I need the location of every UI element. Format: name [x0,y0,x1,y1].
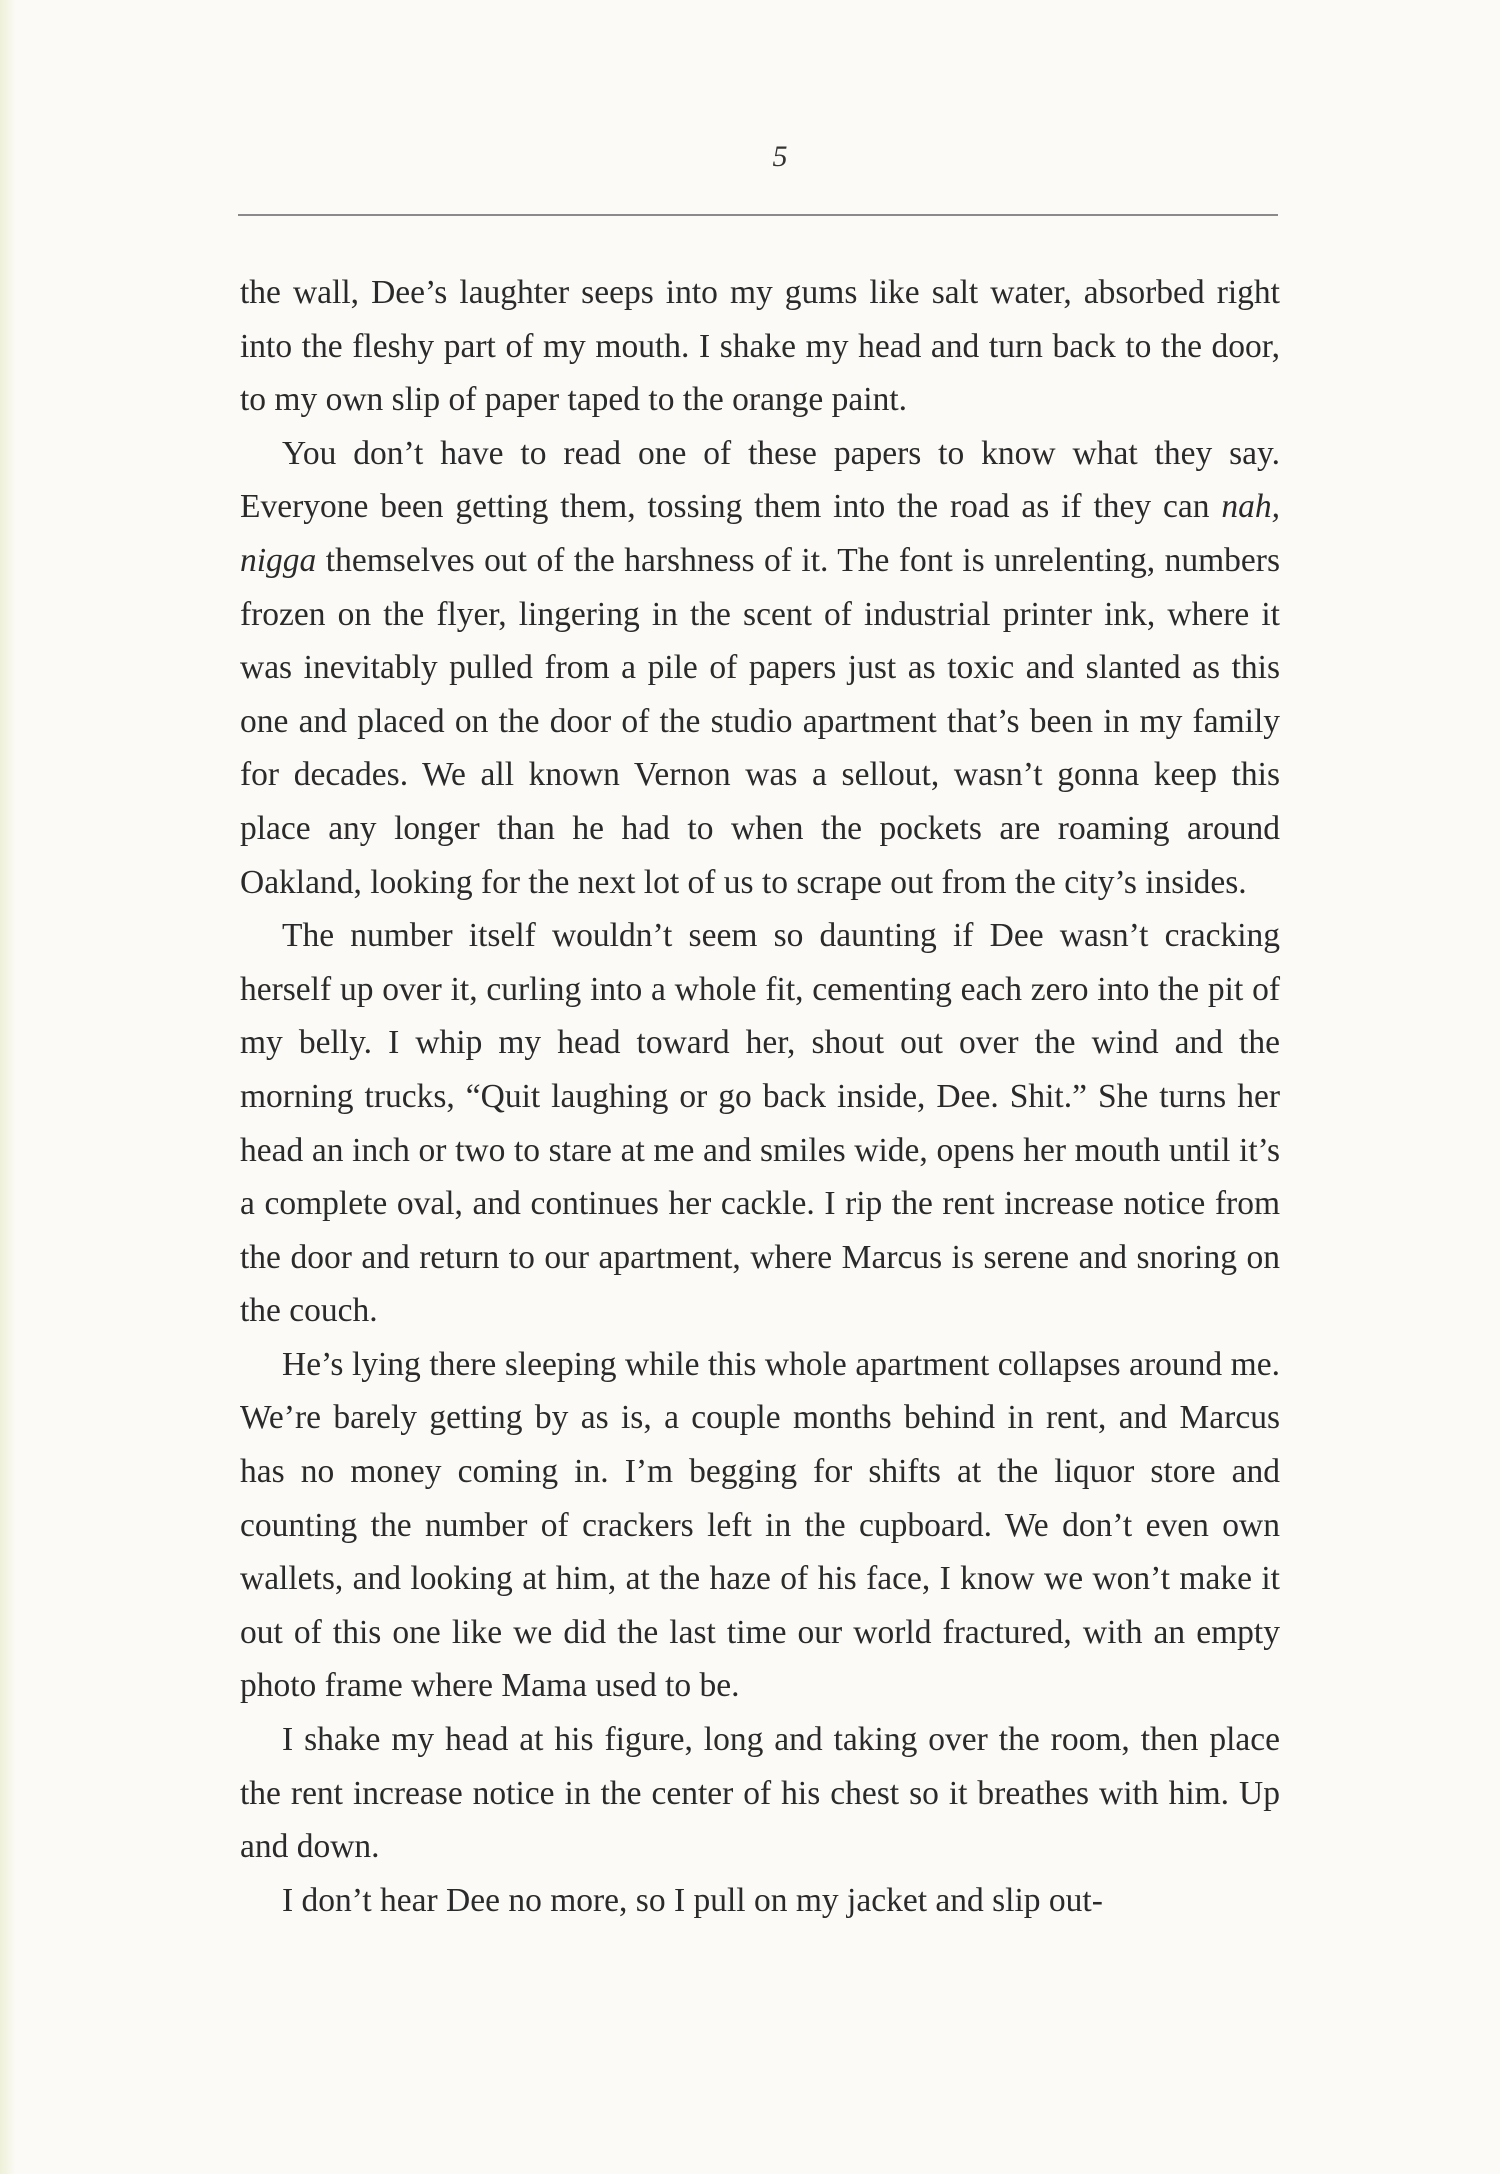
paragraph-2-italic: nah, nigga [240,488,1280,579]
paragraph-2-start: You don’t have to read one of these papers to know what they say. Everyone been getting them, tossing them into the road as if they can [240,434,1280,526]
paragraph-1: the wall, Dee’s laughter seeps into my gums like salt water, absorbed right into the fleshy part of my mouth. I shake my head and turn back to the door, to my own slip of paper taped to the orange paint. [240,274,1280,419]
header-rule [238,214,1278,216]
paragraph-4: He’s lying there sleeping while this whole apartment collapses around me. We’re barely getting by as is, a couple months behind in rent, and Marcus has no money coming in. I’m begging for shifts at the liquor store and counting the number of crackers left in the cupboard. We don’t even own wallets, and looking at him, at the haze of his face, I know we won’t make it out of this one like we did the last time our world fractured, with an empty photo frame where Mama used to be. [240,1345,1280,1705]
paragraph-3: The number itself wouldn’t seem so daunting if Dee wasn’t cracking herself up over it, curling into a whole fit, cementing each zero into the pit of my belly. I whip my head toward her, shout out over the wind and the morning trucks, “Quit laughing or go back inside, Dee. Shit.” She turns her head an inch or two to stare at me and smiles wide, opens her mouth until it’s a complete oval, and continues her cackle. I rip the rent increase notice from the door and return to our apartment, where Marcus is serene and snoring on the couch. [240,917,1280,1330]
page-edge [0,0,16,2174]
paragraph-2-end: themselves out of the harshness of it. The font is unrelenting, numbers frozen on the flyer, lingering in the scent of industrial printer ink, where it was inevitably pulled from a pile of papers just as toxic and slanted as this one and placed on the door of the studio apartment that’s been in my family for decades. We all known Vernon was a sellout, wasn’t gonna keep this place any longer than he had to when the pockets are roaming around Oakland, looking for the next lot of us to scrape out from the city’s insides. [240,541,1280,901]
paragraph-2 [240,427,1280,909]
paragraph-5: I shake my head at his figure, long and taking over the room, then place the rent increase notice in the center of his chest so it breathes with him. Up and down. [240,1721,1280,1866]
body-text [240,266,1280,1927]
paragraph-6: I don’t hear Dee no more, so I pull on my jacket and slip out- [282,1881,1103,1919]
page-number: 5 [772,140,788,173]
